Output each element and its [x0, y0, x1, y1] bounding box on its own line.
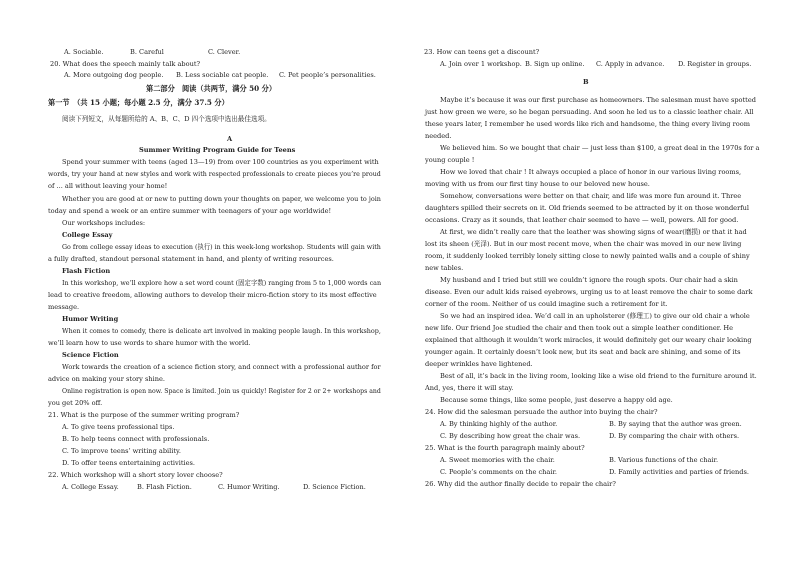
question-24: 24. How did the salesman persuade the author into buying the chair?: [425, 408, 658, 416]
paragraph-line: daughters spilled their secrets on it. Old friends seemed to be attracted by it on those wonderful: [425, 204, 750, 212]
q25-option-b: B. Various functions of the chair.: [609, 456, 719, 464]
section-one-heading: 第一节 （共 15 小题；每小题 2.5 分，满分 37.5 分）: [48, 98, 229, 107]
paragraph-line: Whether you are good at or new to putting down your thoughts on paper, we welcome you to join: [62, 195, 381, 203]
question-23: 23. How can teens get a discount?: [424, 48, 540, 56]
paragraph-line: Spend your summer with teens (aged 13—19) from over 100 countries as you experiment with: [62, 158, 379, 166]
q23-option-a: A. Join over 1 workshop.: [440, 60, 522, 68]
q23-option-d: D. Register in groups.: [678, 60, 752, 68]
passage-b-letter: B: [583, 78, 589, 86]
q20-option-b: B. Less sociable cat people.: [176, 71, 269, 79]
paragraph-line: advice on making your story shine.: [48, 375, 165, 383]
paragraph-line: We believed him. So we bought that chair — just less than $100, a great deal in the 1970s for a: [440, 144, 760, 152]
college-essay-heading: College Essay: [62, 231, 113, 239]
paragraph-line: Because some things, like some people, just deserve a happy old age.: [440, 396, 673, 404]
paragraph-line: explained that although it wouldn’t work miracles, it would definitely get our weary chair looking: [425, 336, 752, 344]
paragraph-line: Work towards the creation of a science fiction story, and connect with a professional author for: [62, 363, 381, 371]
q23-option-c: C. Apply in advance.: [596, 60, 665, 68]
q22-option-b: B. Flash Fiction.: [137, 483, 192, 491]
paragraph-line: So we had an inspired idea. We’d call in an upholsterer (修理工) to give our old chair a whole: [440, 312, 750, 320]
q25-option-d: D. Family activities and parties of friends.: [609, 468, 749, 476]
paragraph-line: new life. Our friend Joe studied the chair and then took out a simple leather conditioner. He: [425, 324, 734, 332]
paragraph-line: deeper wrinkles have lightened.: [425, 360, 533, 368]
paragraph-line: lead to creative freedom, allowing authors to develop their micro-fiction story to its most effective: [48, 291, 377, 299]
q19-option-c: C. Clever.: [208, 48, 241, 56]
q24-option-c: C. By describing how great the chair was.: [440, 432, 581, 440]
paragraph-line: message.: [48, 303, 80, 311]
paragraph-line: you get 20% off.: [48, 399, 103, 407]
question-21: 21. What is the purpose of the summer writing program?: [48, 411, 240, 419]
q22-option-d: D. Science Fiction.: [303, 483, 366, 491]
reading-instructions: 阅读下列短文，从每题所给的 A、B、C、D 四个选项中选出最佳选项。: [62, 115, 271, 123]
question-22: 22. Which workshop will a short story lover choose?: [48, 471, 223, 479]
paragraph-line: younger again. It certainly doesn’t look new, but its seat and back are shining, and some of its: [425, 348, 741, 356]
paragraph-line: lost its sheen (光泽). But in our most recent move, when the chair was moved in our new living: [425, 240, 742, 248]
paragraph-line: My husband and I tried but still we couldn’t ignore the rough spots. Our chair had a skin: [440, 276, 738, 284]
paragraph-line: Maybe it’s because it was our first purchase as homeowners. The salesman must have spotted: [440, 96, 756, 104]
q22-option-a: A. College Essay.: [62, 483, 119, 491]
humor-writing-heading: Humor Writing: [62, 315, 119, 323]
paragraph-line: young couple !: [425, 156, 475, 164]
workshops-intro: Our workshops includes:: [62, 219, 146, 227]
paragraph-line: Somehow, conversations were better on that chair, and life was more fun around it. Three: [440, 192, 742, 200]
paragraph-line: And, yes, there it will stay.: [425, 384, 514, 392]
paragraph-line: How we loved that chair ! It always occupied a place of honor in our various living rooms,: [440, 168, 742, 176]
paragraph-line: At first, we didn’t really care that the leather was showing signs of wear(磨损) or that it had: [440, 228, 747, 236]
question-25: 25. What is the fourth paragraph mainly about?: [425, 444, 585, 452]
q25-option-c: C. People’s comments on the chair.: [440, 468, 557, 476]
paragraph-line: occasions. Crazy as it sounds, that leather chair seemed to have — well, powers. All for good.: [425, 216, 739, 224]
paragraph-line: corner of the room. Neither of us could imagine such a retirement for it.: [425, 300, 668, 308]
paragraph-line: disease. Even our adult kids raised eyebrows, urging us to at least remove the chair to some dark: [425, 288, 753, 296]
q21-option: A. To give teens professional tips.: [62, 423, 175, 431]
question-26: 26. Why did the author finally decide to repair the chair?: [425, 480, 616, 488]
paragraph-line: of ... all without leaving your home!: [48, 182, 168, 190]
q19-option-a: A. Sociable.: [64, 48, 104, 56]
paragraph-line: these years later, I remember he used words like rich and handsome, the thing every living room: [425, 120, 750, 128]
passage-a-letter: A: [227, 135, 233, 143]
q24-option-a: A. By thinking highly of the author.: [440, 420, 558, 428]
q22-option-c: C. Humor Writing.: [218, 483, 280, 491]
paragraph-line: moving with us from our first tiny house to our beloved new house.: [425, 180, 650, 188]
science-fiction-heading: Science Fiction: [62, 351, 119, 359]
paragraph-line: In this workshop, we’ll explore how a set word count (固定字数) ranging from 5 to 1,000 words can: [62, 279, 382, 287]
paragraph-line: When it comes to comedy, there is delicate art involved in making people laugh. In this workshop,: [62, 327, 381, 335]
paragraph-line: Go from college essay ideas to execution (执行) in this week-long workshop. Students will gain with: [62, 243, 381, 251]
question-20: 20. What does the speech mainly talk about?: [50, 60, 200, 68]
q23-option-b: B. Sign up online.: [525, 60, 585, 68]
q21-option: C. To improve teens’ writing ability.: [62, 447, 181, 455]
paragraph-line: Best of all, it’s back in the living room, looking like a wise old friend to the furniture around it.: [440, 372, 757, 380]
q19-option-b: B. Careful: [130, 48, 164, 56]
paragraph-line: words, try your hand at new styles and work with respected professionals to create pieces you’re proud: [48, 170, 381, 178]
q21-option: B. To help teens connect with professionals.: [62, 435, 210, 443]
paragraph-line: new tables.: [425, 264, 464, 272]
paragraph-line: needed.: [425, 132, 452, 140]
flash-fiction-heading: Flash Fiction: [62, 267, 111, 275]
q24-option-d: D. By comparing the chair with others.: [609, 432, 740, 440]
paragraph-line: room, it suddenly looked terribly lonely sitting close to newly painted walls and a couple of shiny: [425, 252, 750, 260]
paragraph-line: we’ll learn how to use words to share humor with the world.: [48, 339, 251, 347]
q24-option-b: B. By saying that the author was green.: [609, 420, 742, 428]
passage-a-title: Summer Writing Program Guide for Teens: [139, 146, 296, 154]
paragraph-line: today and spend a week or an entire summer with teenagers of your age worldwide!: [48, 207, 332, 215]
q21-option: D. To offer teens entertaining activities.: [62, 459, 195, 467]
q20-option-c: C. Pet people’s personalities.: [279, 71, 376, 79]
q25-option-a: A. Sweet memories with the chair.: [440, 456, 555, 464]
part-two-heading: 第二部分 阅读（共两节，满分 50 分）: [146, 84, 277, 93]
paragraph-line: a fully drafted, standout personal statement in hand, and plenty of writing resources.: [48, 255, 334, 263]
paragraph-line: Online registration is open now. Space is limited. Join us quickly! Register for 2 or 2+ workshops and: [62, 387, 381, 395]
paragraph-line: just how green we were, so he began persuading. And soon he led us to a classic leather chair. All: [425, 108, 754, 116]
q20-option-a: A. More outgoing dog people.: [64, 71, 164, 79]
